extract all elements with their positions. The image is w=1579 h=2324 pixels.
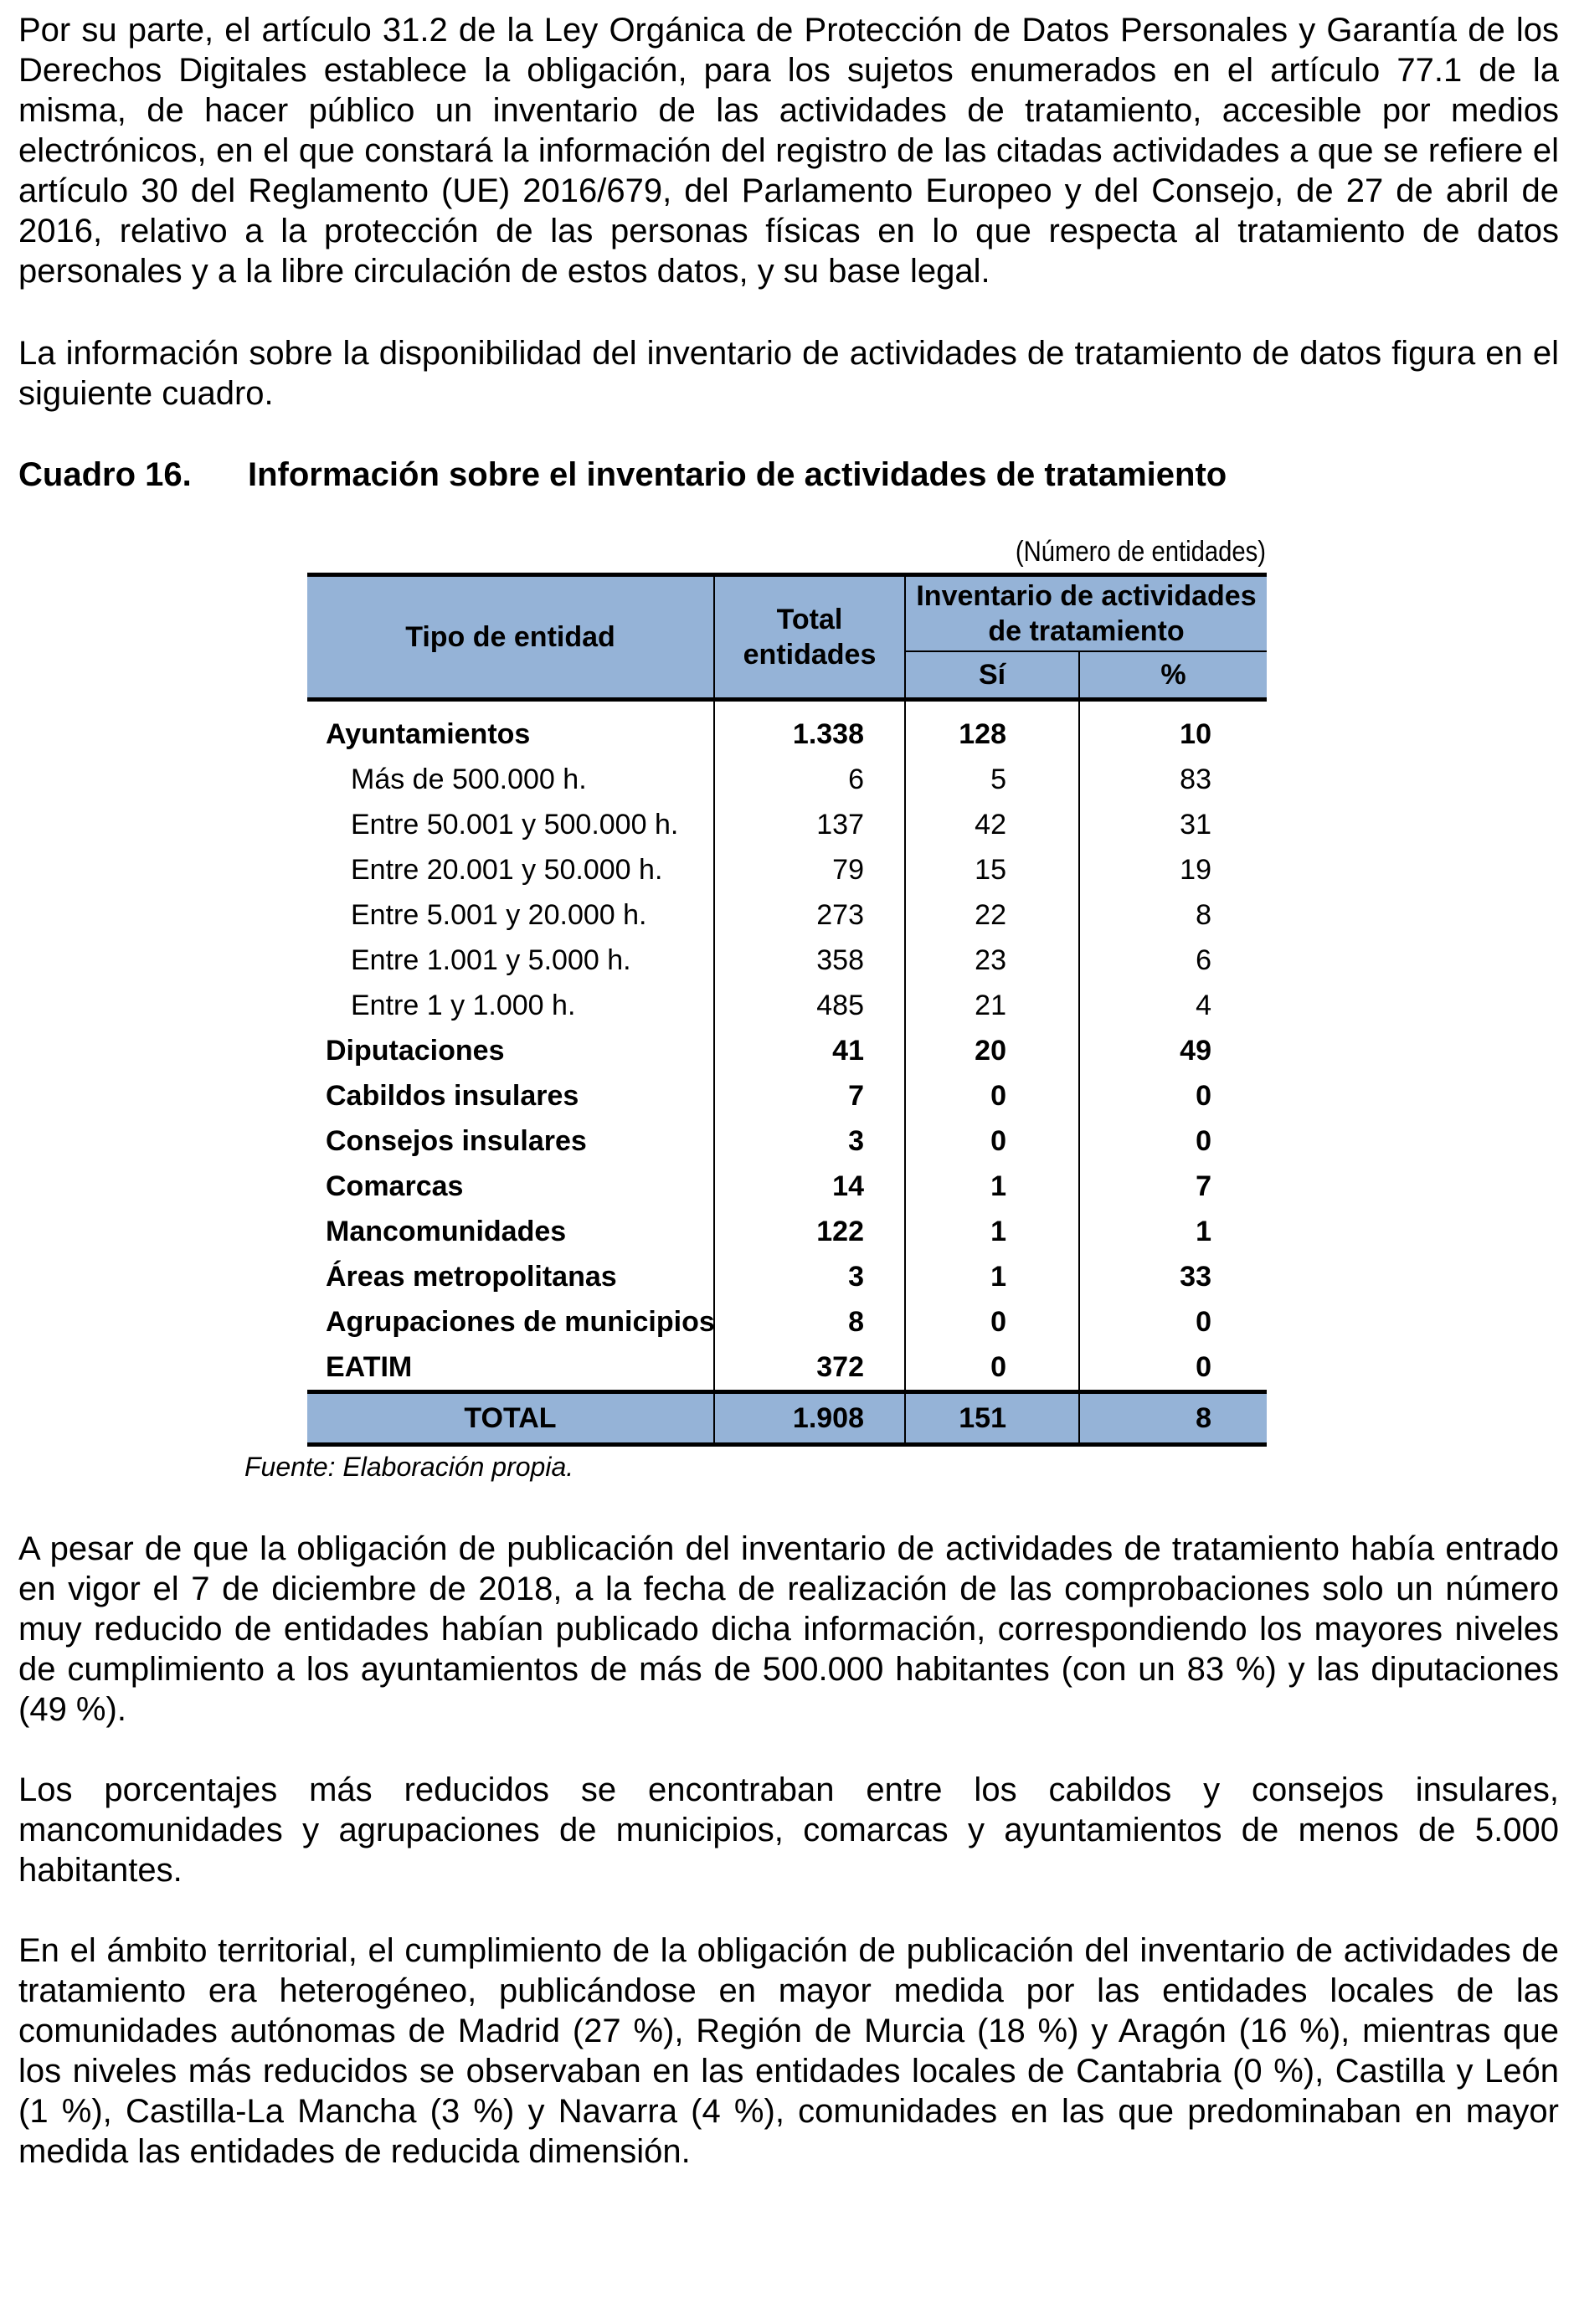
table-caption bbox=[18, 455, 1559, 495]
row-pct: 33 bbox=[1079, 1254, 1267, 1299]
row-si: 128 bbox=[905, 700, 1079, 758]
row-label: Comarcas bbox=[326, 1170, 464, 1202]
row-label: Áreas metropolitanas bbox=[326, 1261, 617, 1293]
row-si: 23 bbox=[905, 938, 1079, 983]
header-inventario: Inventario de actividades de tratamiento bbox=[905, 575, 1267, 652]
row-label: Consejos insulares bbox=[326, 1125, 587, 1157]
row-total-entidades: 358 bbox=[714, 938, 905, 983]
row-si: 21 bbox=[905, 983, 1079, 1028]
row-label: Entre 1 y 1.000 h. bbox=[351, 990, 576, 1021]
paragraph-territorial: En el ámbito territorial, el cumplimiento de la obligación de publicación del inventario de actividades de tratamiento era heterogéneo, publicándose en mayor medida por las entidades locales de las comunidades autónomas de Madrid (27 %), Región de Murcia (18 %) y Aragón (16 %), mientras que los niveles más reducidos se observaban en las entidades locales de Cantabria (0 %), Castilla y León (1 %), Castilla-La Mancha (3 %) y Navarra (4 %), comunidades en las que predominaban en mayor medida las entidades de reducida dimensión. bbox=[18, 1932, 1559, 2170]
row-label: Entre 50.001 y 500.000 h. bbox=[351, 809, 679, 841]
table-total-row bbox=[307, 1392, 1267, 1445]
table-body bbox=[307, 700, 1267, 1445]
table-row bbox=[307, 983, 1267, 1028]
table-row bbox=[307, 802, 1267, 847]
table-row bbox=[307, 1299, 1267, 1345]
row-si: 1 bbox=[905, 1254, 1079, 1299]
header-si: Sí bbox=[905, 651, 1079, 700]
row-label: Ayuntamientos bbox=[326, 718, 531, 750]
row-label: EATIM bbox=[326, 1351, 413, 1383]
row-total-entidades: 137 bbox=[714, 802, 905, 847]
paragraph-compliance: A pesar de que la obligación de publicación del inventario de actividades de tratamiento había entrado en vigor el 7 de diciembre de 2018, a la fecha de realización de las comprobaciones solo un número muy reducido de entidades habían publicado dicha información, correspondiendo los mayores niveles de cumplimiento a los ayuntamientos de más de 500.000 habitantes (con un 83 %) y las diputaciones (49 %). bbox=[18, 1530, 1559, 1728]
row-pct: 0 bbox=[1079, 1073, 1267, 1118]
row-label: Más de 500.000 h. bbox=[351, 764, 587, 795]
row-si: 22 bbox=[905, 892, 1079, 938]
table-row bbox=[307, 938, 1267, 983]
row-pct: 1 bbox=[1079, 1209, 1267, 1254]
row-si: 1 bbox=[905, 1164, 1079, 1209]
table-caption-title: Información sobre el inventario de actividades de tratamiento bbox=[248, 456, 1227, 493]
row-label: Entre 5.001 y 20.000 h. bbox=[351, 899, 647, 931]
row-total-entidades: 1.338 bbox=[714, 700, 905, 758]
row-total-entidades: 79 bbox=[714, 847, 905, 892]
row-si: 0 bbox=[905, 1345, 1079, 1392]
row-label: Entre 1.001 y 5.000 h. bbox=[351, 944, 631, 976]
row-pct: 4 bbox=[1079, 983, 1267, 1028]
row-pct: 6 bbox=[1079, 938, 1267, 983]
table-units-note: (Número de entidades) bbox=[1015, 536, 1266, 568]
table-row bbox=[307, 1164, 1267, 1209]
row-total-entidades: 3 bbox=[714, 1118, 905, 1164]
row-total-entidades: 273 bbox=[714, 892, 905, 938]
header-pct: % bbox=[1079, 651, 1267, 700]
row-pct: 49 bbox=[1079, 1028, 1267, 1073]
paragraph-table-intro: La información sobre la disponibilidad del inventario de actividades de tratamiento de datos figura en el siguiente cuadro. bbox=[18, 335, 1559, 412]
row-total-entidades: 41 bbox=[714, 1028, 905, 1073]
row-total-entidades: 6 bbox=[714, 757, 905, 802]
table-row bbox=[307, 1073, 1267, 1118]
table-row bbox=[307, 1028, 1267, 1073]
row-si: 0 bbox=[905, 1118, 1079, 1164]
row-si: 15 bbox=[905, 847, 1079, 892]
row-si: 0 bbox=[905, 1073, 1079, 1118]
row-total-entidades: 485 bbox=[714, 983, 905, 1028]
row-pct: 83 bbox=[1079, 757, 1267, 802]
table-row bbox=[307, 847, 1267, 892]
table-row bbox=[307, 757, 1267, 802]
row-label: Agrupaciones de municipios bbox=[326, 1306, 715, 1338]
row-pct: 31 bbox=[1079, 802, 1267, 847]
total-si-value: 151 bbox=[905, 1392, 1079, 1445]
paragraph-lowest: Los porcentajes más reducidos se encontraban entre los cabildos y consejos insulares, mancomunidades y agrupaciones de municipios, comarcas y ayuntamientos de menos de 5.000 habitantes. bbox=[18, 1771, 1559, 1889]
row-si: 42 bbox=[905, 802, 1079, 847]
row-pct: 0 bbox=[1079, 1118, 1267, 1164]
header-total-entidades: Total entidades bbox=[714, 575, 905, 700]
row-pct: 0 bbox=[1079, 1299, 1267, 1345]
row-pct: 19 bbox=[1079, 847, 1267, 892]
row-total-entidades: 14 bbox=[714, 1164, 905, 1209]
row-si: 1 bbox=[905, 1209, 1079, 1254]
table-caption-number: Cuadro 16. bbox=[18, 456, 192, 493]
paragraph-intro: Por su parte, el artículo 31.2 de la Ley Orgánica de Protección de Datos Personales y Garantía de los Derechos Digitales establece la obligación, para los sujetos enumerados en el artículo 77.1 de la misma, de hacer público un inventario de las actividades de tratamiento, accesible por medios electrónicos, en el que constará la información del registro de las citadas actividades a que se refiere el artículo 30 del Reglamento (UE) 2016/679, del Parlamento Europeo y del Consejo, de 27 de abril de 2016, relativo a la protección de las personas físicas en lo que respecta al tratamiento de datos personales y a la libre circulación de estos datos, y su base legal. bbox=[18, 12, 1559, 290]
table-row bbox=[307, 1254, 1267, 1299]
total-pct-value: 8 bbox=[1079, 1392, 1267, 1445]
header-tipo-entidad: Tipo de entidad bbox=[307, 575, 714, 700]
table-row bbox=[307, 1118, 1267, 1164]
row-total-entidades: 7 bbox=[714, 1073, 905, 1118]
row-total-entidades: 8 bbox=[714, 1299, 905, 1345]
table-source: Fuente: Elaboración propia. bbox=[244, 1452, 574, 1482]
total-entidades-value: 1.908 bbox=[714, 1392, 905, 1445]
row-si: 5 bbox=[905, 757, 1079, 802]
row-si: 0 bbox=[905, 1299, 1079, 1345]
table-row bbox=[307, 892, 1267, 938]
row-pct: 8 bbox=[1079, 892, 1267, 938]
inventory-table bbox=[307, 573, 1267, 1447]
row-pct: 7 bbox=[1079, 1164, 1267, 1209]
table-row bbox=[307, 1345, 1267, 1392]
row-si: 20 bbox=[905, 1028, 1079, 1073]
row-pct: 0 bbox=[1079, 1345, 1267, 1392]
row-label: Cabildos insulares bbox=[326, 1080, 579, 1112]
row-label: Mancomunidades bbox=[326, 1216, 567, 1247]
row-label: Entre 20.001 y 50.000 h. bbox=[351, 854, 663, 886]
row-pct: 10 bbox=[1079, 700, 1267, 758]
row-label: Diputaciones bbox=[326, 1035, 505, 1067]
table-row bbox=[307, 1209, 1267, 1254]
row-total-entidades: 122 bbox=[714, 1209, 905, 1254]
total-label: TOTAL bbox=[307, 1392, 714, 1445]
row-total-entidades: 3 bbox=[714, 1254, 905, 1299]
row-total-entidades: 372 bbox=[714, 1345, 905, 1392]
table-row bbox=[307, 700, 1267, 758]
